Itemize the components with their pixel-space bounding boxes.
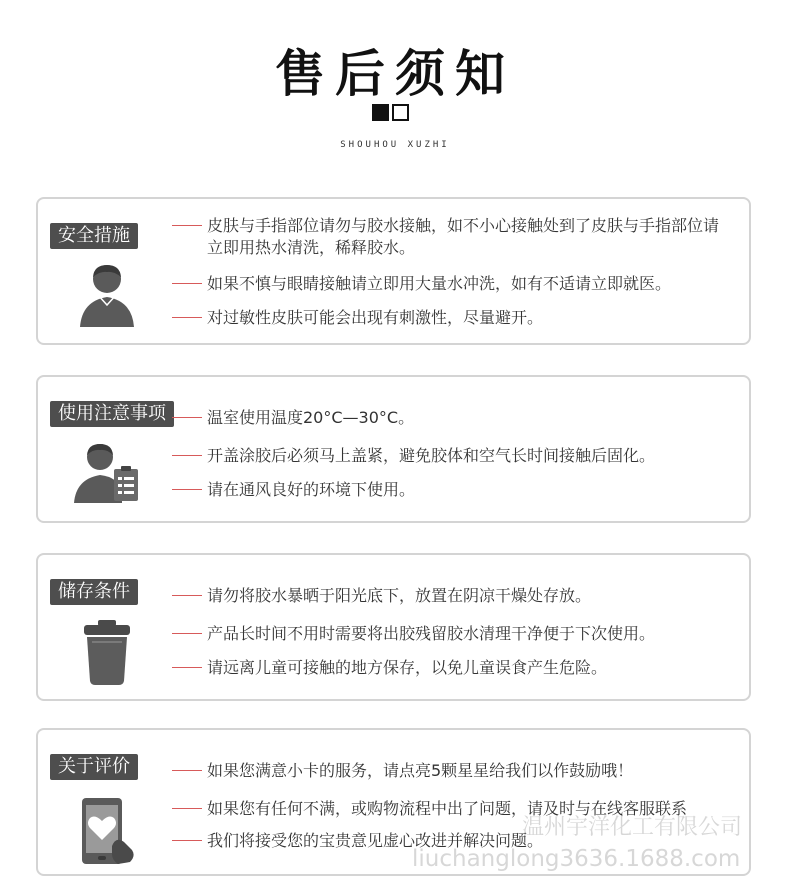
filled-square-icon	[372, 104, 389, 121]
section-line: 如果您满意小卡的服务，请点亮5颗星星给我们以作鼓励哦！	[172, 760, 731, 782]
line-dash	[172, 283, 202, 284]
outline-square-icon	[392, 104, 409, 121]
page-title: 售后须知	[275, 45, 515, 103]
section-line: 温室使用温度20°C—30°C。	[172, 407, 731, 429]
section-line: 请勿将胶水暴晒于阳光底下，放置在阴凉干燥处存放。	[172, 585, 731, 607]
section-line: 请远离儿童可接触的地方保存，以免儿童误食产生危险。	[172, 657, 731, 679]
section-line: 如果不慎与眼睛接触请立即用大量水冲洗，如有不适请立即就医。	[172, 273, 731, 295]
section-line: 我们将接受您的宝贵意见虚心改进并解决问题。	[172, 830, 731, 852]
section-line: 皮肤与手指部位请勿与胶水接触，如不小心接触处到了皮肤与手指部位请立即用热水清洗，稀释胶水。	[172, 215, 731, 259]
section-line: 产品长时间不用时需要将出胶残留胶水清理干净便于下次使用。	[172, 623, 731, 645]
section-line: 开盖涂胶后必须马上盖紧，避免胶体和空气长时间接触后固化。	[172, 445, 731, 467]
section-tag: 安全措施	[50, 223, 138, 249]
line-dash	[172, 455, 202, 456]
watermark-company: 温州宇洋化工有限公司	[522, 815, 743, 840]
section-tag: 使用注意事项	[50, 401, 174, 427]
section-safety	[36, 197, 751, 345]
line-dash	[172, 417, 202, 418]
storage-bin-icon	[68, 617, 146, 689]
page-subtitle: SHOUHOU XUZHI	[340, 140, 450, 150]
watermark-site: liuchanglong3636.1688.com	[412, 846, 741, 872]
line-dash	[172, 489, 202, 490]
line-dash	[172, 840, 202, 841]
line-dash	[172, 225, 202, 226]
section-storage	[36, 553, 751, 701]
section-line: 请在通风良好的环境下使用。	[172, 479, 731, 501]
title-decoration	[372, 104, 412, 122]
section-line: 对过敏性皮肤可能会出现有刺激性，尽量避开。	[172, 307, 731, 329]
person-icon	[68, 261, 146, 333]
phone-heart-icon	[68, 796, 146, 868]
section-tag: 关于评价	[50, 754, 138, 780]
line-dash	[172, 770, 202, 771]
line-dash	[172, 595, 202, 596]
section-tag: 储存条件	[50, 579, 138, 605]
line-dash	[172, 633, 202, 634]
line-dash	[172, 317, 202, 318]
line-dash	[172, 808, 202, 809]
person-clipboard-icon	[68, 439, 146, 511]
section-usage-notes	[36, 375, 751, 523]
section-line: 如果您有任何不满，或购物流程中出了问题，请及时与在线客服联系	[172, 798, 731, 820]
line-dash	[172, 667, 202, 668]
